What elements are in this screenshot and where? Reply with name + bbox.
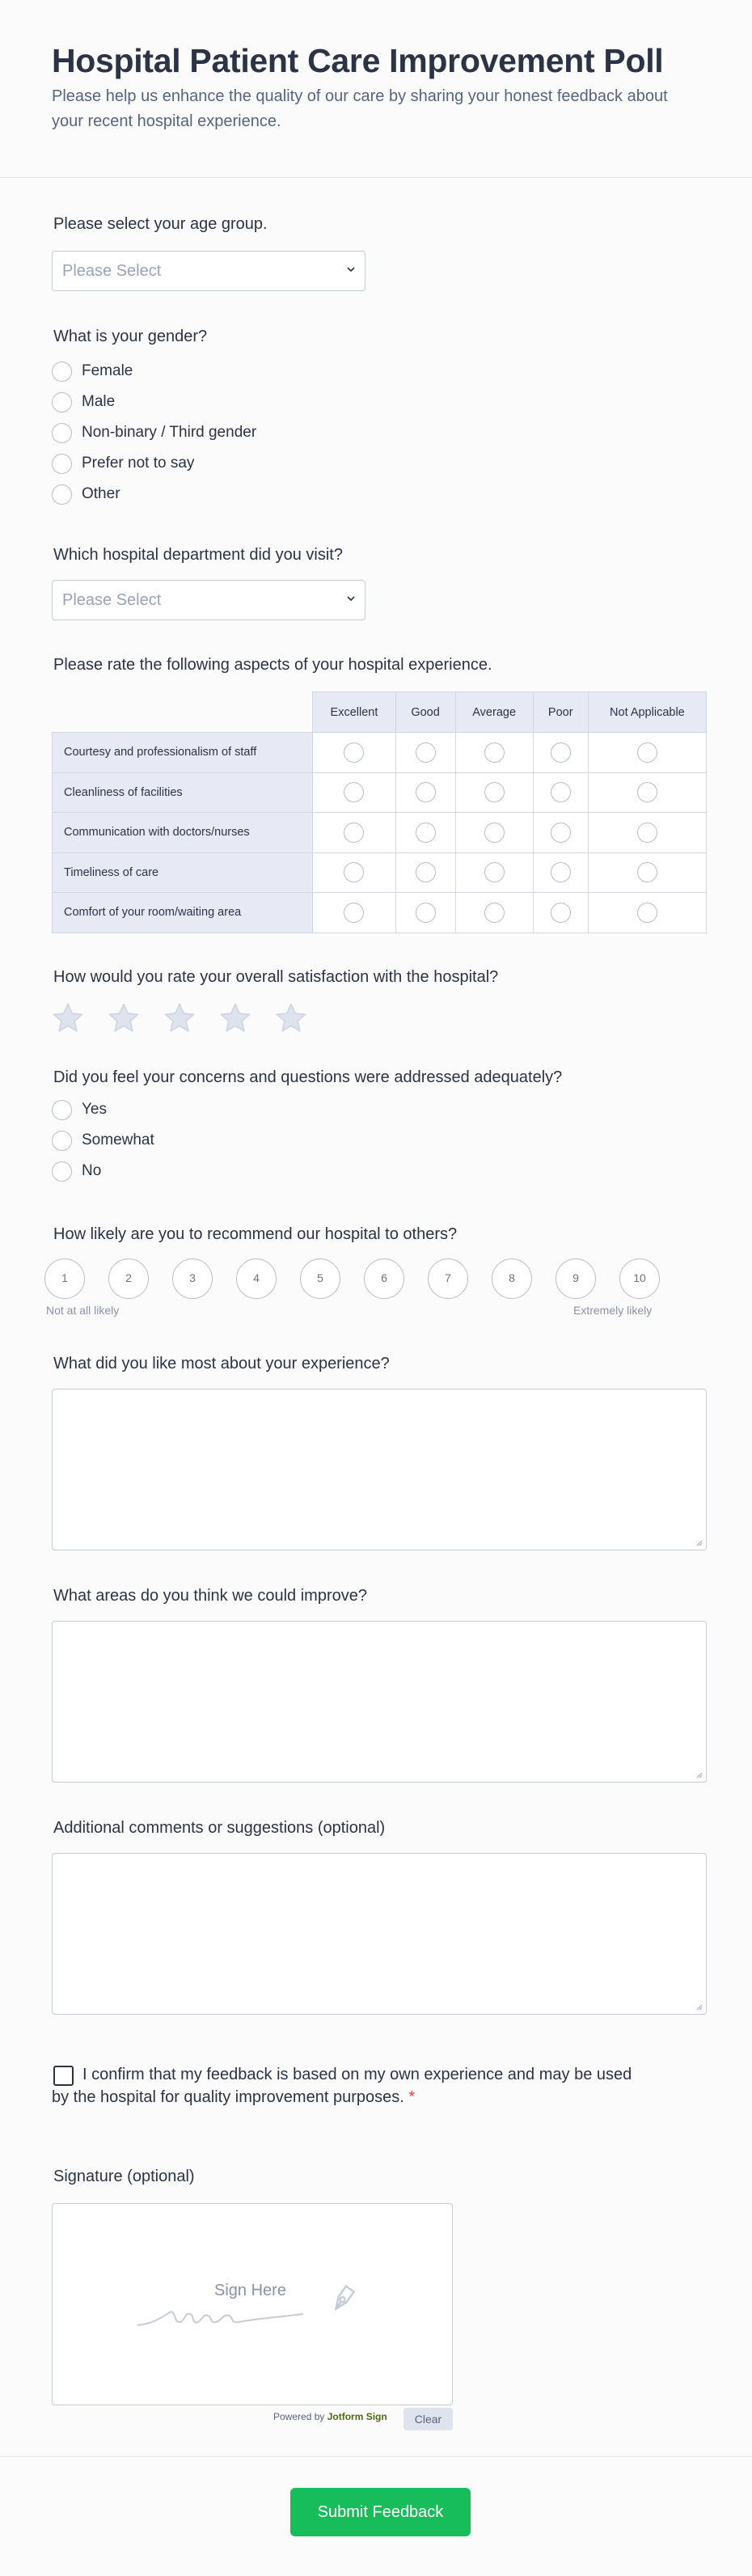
matrix-radio-button[interactable] (416, 903, 436, 923)
matrix-cell (313, 772, 395, 813)
matrix-row-label: Courtesy and professionalism of staff (53, 733, 313, 773)
star-icon[interactable] (218, 1001, 253, 1035)
consent-text (52, 2063, 634, 2109)
department-placeholder: Please Select (62, 591, 162, 609)
comments-textarea[interactable] (52, 1853, 707, 2015)
matrix-cell (395, 733, 455, 773)
matrix-cell (533, 733, 588, 773)
matrix-cell (455, 733, 533, 773)
matrix-radio-button[interactable] (637, 903, 657, 923)
satisfaction-question: How would you rate your overall satisfaction with the hospital? (53, 968, 499, 986)
pen-icon (323, 2282, 361, 2319)
scale-option[interactable]: 7 (428, 1258, 468, 1299)
form-subtitle: Please help us enhance the quality of our care by sharing your honest feedback about your recent hospital experience. (52, 87, 668, 130)
matrix-cell (455, 772, 533, 813)
matrix-cell (395, 772, 455, 813)
matrix-cell (588, 813, 706, 853)
matrix-cell (588, 893, 706, 933)
consent-label: I confirm that my feedback is based on my own experience and may be used by the hospital for quality improvement purposes. (52, 2066, 632, 2106)
matrix-radio-button[interactable] (344, 742, 364, 763)
resize-grip-icon[interactable] (695, 1770, 703, 1779)
radio-button[interactable] (52, 484, 72, 505)
matrix-cell (313, 893, 395, 933)
age-group-placeholder: Please Select (62, 262, 162, 280)
matrix-column-header: Poor (533, 692, 588, 733)
matrix-cell (313, 852, 395, 893)
matrix-cell (588, 772, 706, 813)
radio-button[interactable] (52, 454, 72, 474)
scale-option[interactable]: 3 (172, 1258, 213, 1299)
matrix-cell (533, 893, 588, 933)
form-header (0, 0, 752, 178)
matrix-radio-button[interactable] (344, 782, 364, 802)
matrix-cell (395, 813, 455, 853)
radio-button[interactable] (52, 423, 72, 443)
matrix-radio-button[interactable] (416, 742, 436, 763)
star-icon[interactable] (273, 1001, 309, 1035)
matrix-cell (455, 813, 533, 853)
matrix-cell (455, 852, 533, 893)
matrix-column-header: Good (395, 692, 455, 733)
matrix-radio-button[interactable] (484, 903, 505, 923)
resize-grip-icon[interactable] (695, 1538, 703, 1546)
matrix-cell (313, 733, 395, 773)
matrix-radio-button[interactable] (416, 823, 436, 843)
matrix-row-label: Communication with doctors/nurses (53, 813, 313, 853)
matrix-row (53, 852, 707, 893)
matrix-radio-button[interactable] (344, 862, 364, 882)
matrix-row (53, 813, 707, 853)
recommend-question: How likely are you to recommend our hospital to others? (53, 1225, 458, 1243)
gender-option-label: Male (82, 393, 116, 410)
powered-prefix: Powered by (273, 2411, 325, 2422)
matrix-row-label: Comfort of your room/waiting area (53, 893, 313, 933)
scale-option[interactable]: 5 (300, 1258, 340, 1299)
matrix-column-header: Average (455, 692, 533, 733)
matrix-cell (588, 733, 706, 773)
star-icon[interactable] (162, 1001, 197, 1035)
matrix-radio-button[interactable] (637, 823, 657, 843)
radio-button[interactable] (52, 1161, 72, 1182)
rating-matrix-question: Please rate the following aspects of your hospital experience. (53, 656, 492, 674)
liked-most-textarea[interactable] (52, 1389, 707, 1550)
footer-divider (0, 2456, 752, 2457)
age-question: Please select your age group. (53, 215, 268, 233)
clear-signature-button[interactable]: Clear (403, 2408, 453, 2430)
scale-option[interactable]: 6 (364, 1258, 404, 1299)
matrix-cell (533, 813, 588, 853)
matrix-cell (395, 852, 455, 893)
department-question: Which hospital department did you visit? (53, 546, 343, 564)
matrix-radio-button[interactable] (637, 742, 657, 763)
gender-option-label: Prefer not to say (82, 455, 195, 472)
matrix-cell (588, 852, 706, 893)
star-icon[interactable] (50, 1001, 86, 1035)
signature-label: Signature (optional) (53, 2168, 195, 2185)
concerns-option-label: Somewhat (82, 1131, 154, 1148)
concerns-question: Did you feel your concerns and questions were addressed adequately? (53, 1068, 563, 1086)
matrix-row (53, 772, 707, 813)
matrix-radio-button[interactable] (551, 782, 571, 802)
improve-question: What areas do you think we could improve? (53, 1587, 367, 1605)
matrix-radio-button[interactable] (344, 823, 364, 843)
radio-button[interactable] (52, 392, 72, 412)
star-icon[interactable] (106, 1001, 142, 1035)
scale-option[interactable]: 2 (108, 1258, 149, 1299)
scale-option[interactable]: 9 (556, 1258, 596, 1299)
matrix-radio-button[interactable] (344, 903, 364, 923)
matrix-corner (53, 692, 313, 733)
matrix-row (53, 893, 707, 933)
concerns-option-label: Yes (82, 1101, 107, 1118)
liked-most-question: What did you like most about your experience? (53, 1355, 390, 1373)
gender-option-label: Other (82, 485, 120, 502)
matrix-radio-button[interactable] (484, 782, 505, 802)
matrix-row-label: Cleanliness of facilities (53, 772, 313, 813)
gender-question: What is your gender? (53, 328, 208, 345)
matrix-cell (533, 772, 588, 813)
matrix-radio-button[interactable] (416, 782, 436, 802)
scale-option[interactable]: 8 (492, 1258, 532, 1299)
gender-option-label: Female (82, 362, 133, 379)
scale-option[interactable]: 10 (619, 1258, 660, 1299)
chevron-down-icon (347, 594, 355, 603)
signature-placeholder: Sign Here (214, 2282, 286, 2299)
chevron-down-icon (347, 265, 355, 273)
powered-brand: Jotform Sign (327, 2411, 387, 2422)
powered-by (273, 2411, 387, 2422)
radio-button[interactable] (52, 1100, 72, 1120)
gender-option-label: Non-binary / Third gender (82, 424, 257, 441)
matrix-radio-button[interactable] (551, 903, 571, 923)
concerns-option-label: No (82, 1162, 102, 1179)
signature-pad[interactable] (52, 2203, 453, 2405)
submit-button[interactable]: Submit Feedback (290, 2488, 471, 2536)
rating-matrix (52, 692, 707, 933)
matrix-radio-button[interactable] (551, 862, 571, 882)
matrix-radio-button[interactable] (484, 823, 505, 843)
comments-question: Additional comments or suggestions (optional) (53, 1819, 386, 1837)
matrix-radio-button[interactable] (416, 862, 436, 882)
matrix-cell (455, 893, 533, 933)
resize-grip-icon[interactable] (695, 2003, 703, 2011)
matrix-cell (395, 893, 455, 933)
department-select[interactable] (52, 580, 365, 620)
matrix-radio-button[interactable] (484, 742, 505, 763)
scale-option[interactable]: 4 (236, 1258, 277, 1299)
scale-option[interactable]: 1 (44, 1258, 85, 1299)
matrix-column-header: Excellent (313, 692, 395, 733)
matrix-radio-button[interactable] (637, 782, 657, 802)
required-asterisk: * (408, 2088, 416, 2106)
matrix-radio-button[interactable] (637, 862, 657, 882)
matrix-radio-button[interactable] (551, 823, 571, 843)
matrix-row-label: Timeliness of care (53, 852, 313, 893)
radio-button[interactable] (52, 1131, 72, 1151)
matrix-column-header: Not Applicable (588, 692, 706, 733)
matrix-cell (313, 813, 395, 853)
form-title: Hospital Patient Care Improvement Poll (52, 42, 664, 79)
matrix-radio-button[interactable] (484, 862, 505, 882)
scale-high-label: Extremely likely (573, 1304, 653, 1317)
age-group-select[interactable] (52, 251, 365, 291)
radio-button[interactable] (52, 362, 72, 382)
matrix-row (53, 733, 707, 773)
improve-textarea[interactable] (52, 1621, 707, 1783)
matrix-cell (533, 852, 588, 893)
scale-low-label: Not at all likely (46, 1304, 120, 1317)
matrix-radio-button[interactable] (551, 742, 571, 763)
